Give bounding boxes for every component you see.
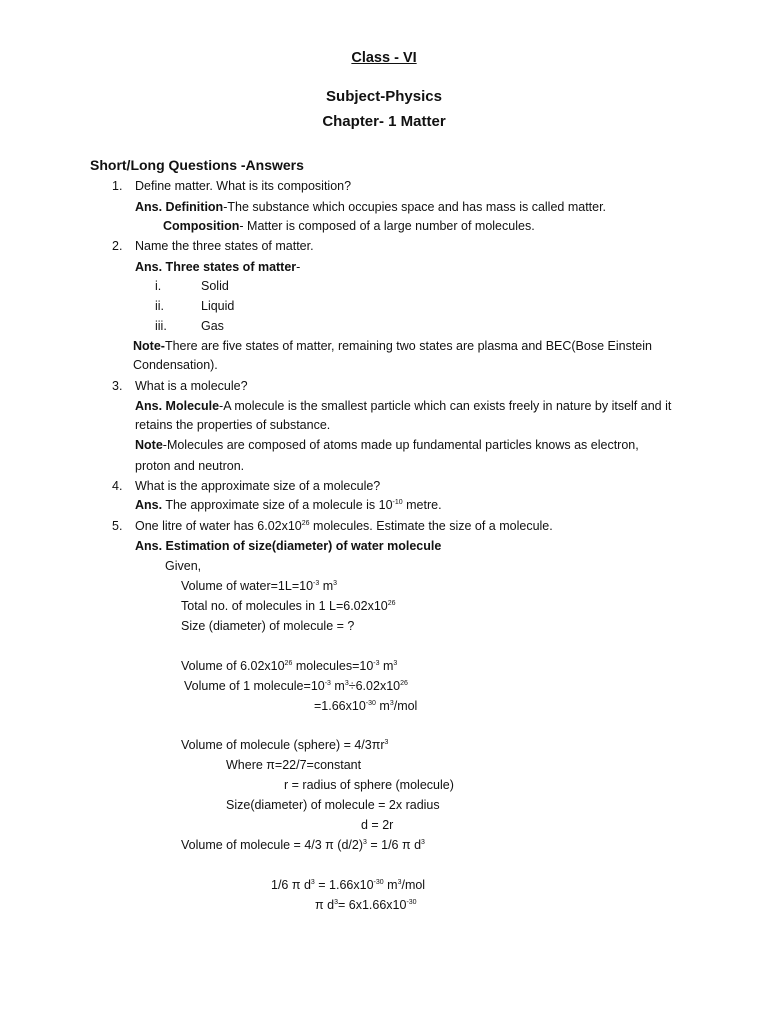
q1-number: 1.	[112, 179, 123, 193]
q2-note-cont: Condensation).	[133, 358, 218, 372]
q5-question: One litre of water has $6.02x10^{26}$ molecules. Estimate the size of a molecule.	[135, 519, 553, 533]
q2-answer: Ans. Three states of matter-	[135, 260, 301, 274]
q3-note: Note-Molecules are composed of atoms made up fundamental particles knows as electron,	[135, 438, 639, 452]
state-number: i.	[155, 279, 162, 293]
section-heading: Short/Long Questions -Answers	[90, 157, 304, 173]
q1-answer: Ans. Definition-The substance which occupies space and has mass is called matter.	[135, 200, 607, 214]
solution-line: 1/6 π $d^3 = 1.66x10^{-30}$ $m^3$/mol	[271, 878, 426, 892]
q4-number: 4.	[112, 479, 123, 493]
q1-question: Define matter. What is its composition?	[135, 179, 352, 193]
solution-line: Size (diameter) of molecule = ?	[181, 619, 355, 633]
solution-line: r = radius of sphere (molecule)	[284, 778, 454, 792]
q4-answer: Ans. The approximate size of a molecule is $10^{-10}$ metre.	[135, 498, 442, 512]
solution-line: Where π=22/7=constant	[226, 758, 362, 772]
solution-line: π $d^3= 6x1.66x10^{-30}$	[315, 898, 417, 912]
solution-line: Volume of $6.02x10^{26}$ $molecules=10^{-3}$ $m^3$	[181, 659, 398, 673]
state-number: iii.	[155, 319, 167, 333]
q3-answer: Ans. Molecule-A molecule is the smallest particle which can exists freely in nature by itself and it	[135, 399, 672, 413]
q2-note: Note-There are five states of matter, remaining two states are plasma and BEC(Bose Einstein	[133, 339, 652, 353]
solution-line: Volume of 1 $molecule=10^{-3}$ $m^3\div 6.02x10^{26}$	[184, 679, 408, 693]
q5-given: Given,	[165, 559, 202, 573]
state-name: Solid	[201, 279, 229, 293]
q3-answer-cont: retains the properties of substance.	[135, 418, 331, 432]
q4-question: What is the approximate size of a molecule?	[135, 479, 381, 493]
solution-line: $=1.66x10^{-30}$ $m^3$/mol	[314, 699, 418, 713]
q5-answer-heading: Ans. Estimation of size(diameter) of water molecule	[135, 539, 442, 553]
q2-question: Name the three states of matter.	[135, 239, 314, 253]
solution-line: Total no. of molecules in 1 $L=6.02x10^{26}$	[181, 599, 396, 613]
subject-title: Subject-Physics	[326, 88, 442, 105]
q3-question: What is a molecule?	[135, 379, 248, 393]
solution-line: Volume of molecule (sphere) = $4/3\pi r^3$	[181, 738, 389, 752]
q3-number: 3.	[112, 379, 123, 393]
q3-note-cont: proton and neutron.	[135, 459, 245, 473]
q5-number: 5.	[112, 519, 123, 533]
solution-line: Size(diameter) of molecule = 2x radius	[226, 798, 440, 812]
q2-number: 2.	[112, 239, 123, 253]
q1-composition: Composition- Matter is composed of a large number of molecules.	[163, 219, 535, 233]
class-title: Class - VI	[351, 50, 417, 66]
state-number: ii.	[155, 299, 165, 313]
solution-line: Volume of molecule = 4/3 π $(d/2)^3 = 1/6$ π $d^3$	[181, 838, 425, 852]
solution-line: Volume of $water=1L=10^{-3}$ $m^3$	[181, 579, 338, 593]
chapter-title: Chapter- 1 Matter	[322, 113, 446, 130]
state-name: Liquid	[201, 299, 235, 313]
state-name: Gas	[201, 319, 224, 333]
solution-line: d = 2r	[361, 818, 394, 832]
